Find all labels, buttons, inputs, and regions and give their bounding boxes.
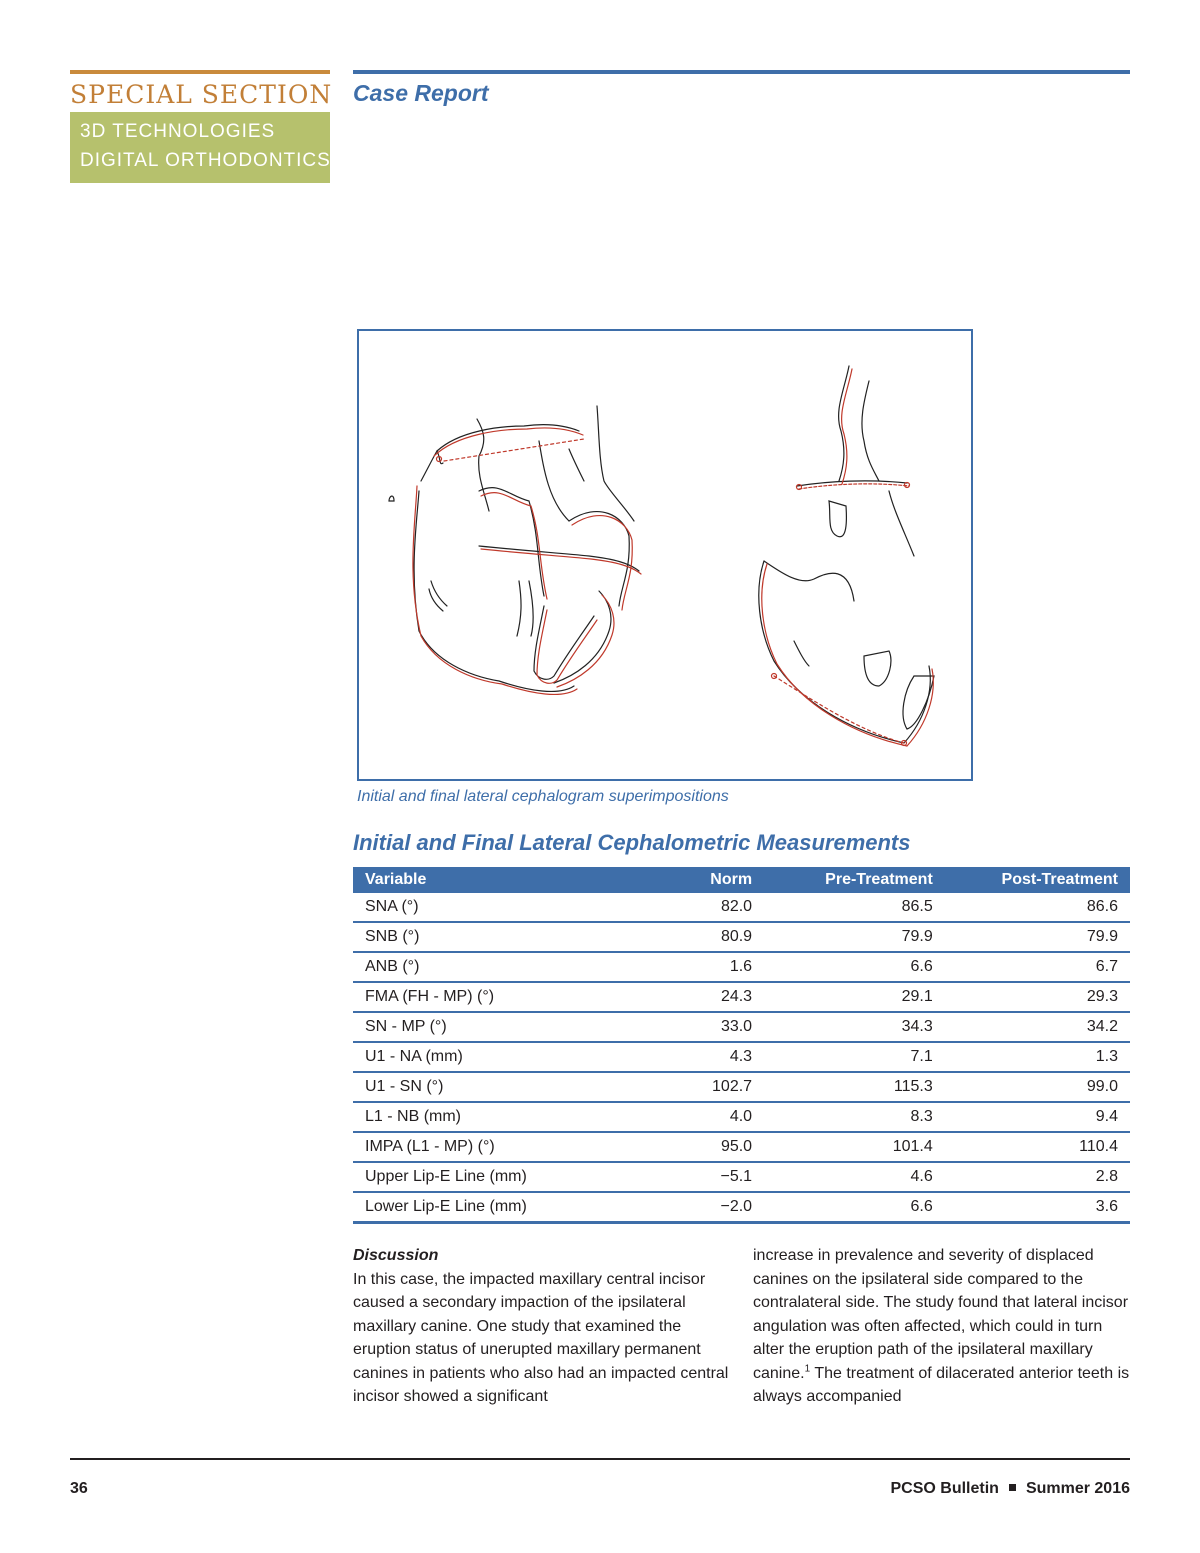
table-row bbox=[353, 1012, 1130, 1042]
table-cell: 82.0 bbox=[636, 893, 764, 922]
page-number: 36 bbox=[70, 1480, 88, 1497]
table-cell: U1 - SN (°) bbox=[353, 1072, 636, 1102]
table-cell: 2.8 bbox=[945, 1162, 1130, 1192]
table-row bbox=[353, 1192, 1130, 1223]
table-cell: 1.6 bbox=[636, 952, 764, 982]
table-cell: SNA (°) bbox=[353, 893, 636, 922]
discussion-column-2 bbox=[753, 1244, 1133, 1409]
table-cell: 8.3 bbox=[764, 1102, 945, 1132]
figure-caption: Initial and final lateral cephalogram superimpositions bbox=[357, 788, 729, 805]
table-cell: 34.2 bbox=[945, 1012, 1130, 1042]
footer-publication bbox=[890, 1480, 1130, 1498]
table-cell: 3.6 bbox=[945, 1192, 1130, 1223]
discussion-paragraph-continued bbox=[753, 1244, 1133, 1409]
cephalogram-figure bbox=[357, 329, 973, 781]
publication-name: PCSO Bulletin bbox=[890, 1480, 999, 1497]
table-cell: 4.0 bbox=[636, 1102, 764, 1132]
table-cell: Lower Lip-E Line (mm) bbox=[353, 1192, 636, 1223]
table-cell: ANB (°) bbox=[353, 952, 636, 982]
table-cell: SN - MP (°) bbox=[353, 1012, 636, 1042]
header-rule bbox=[353, 70, 1130, 74]
table-row bbox=[353, 982, 1130, 1012]
table-cell: L1 - NB (mm) bbox=[353, 1102, 636, 1132]
column-header: Pre-Treatment bbox=[764, 867, 945, 893]
page-title: Case Report bbox=[353, 80, 489, 106]
column-header: Norm bbox=[636, 867, 764, 893]
table-cell: 6.6 bbox=[764, 1192, 945, 1223]
discussion-paragraph: In this case, the impacted maxillary central incisor caused a secondary impaction of the ipsilateral maxillary canine. One study that examined the eruption status of unerupted maxillary permanent canines in patients who also had an impacted central incisor showed a significant bbox=[353, 1270, 729, 1405]
table-cell: 6.7 bbox=[945, 952, 1130, 982]
column-header: Variable bbox=[353, 867, 636, 893]
separator-square-icon bbox=[1009, 1484, 1016, 1491]
cephalogram-tracing bbox=[359, 331, 971, 779]
table-title: Initial and Final Lateral Cephalometric Measurements bbox=[353, 830, 911, 855]
table-cell: 101.4 bbox=[764, 1132, 945, 1162]
table-cell: SNB (°) bbox=[353, 922, 636, 952]
table-cell: 29.3 bbox=[945, 982, 1130, 1012]
table-cell: 102.7 bbox=[636, 1072, 764, 1102]
table-row bbox=[353, 922, 1130, 952]
table-row bbox=[353, 1102, 1130, 1132]
table-row bbox=[353, 952, 1130, 982]
section-label: SPECIAL SECTION bbox=[70, 80, 333, 109]
table-cell: 86.5 bbox=[764, 893, 945, 922]
table-row bbox=[353, 1162, 1130, 1192]
footer-rule bbox=[70, 1458, 1130, 1460]
table-cell: IMPA (L1 - MP) (°) bbox=[353, 1132, 636, 1162]
table-cell: −2.0 bbox=[636, 1192, 764, 1223]
table-cell: 4.6 bbox=[764, 1162, 945, 1192]
table-row bbox=[353, 1132, 1130, 1162]
publication-issue: Summer 2016 bbox=[1025, 1480, 1130, 1497]
table-cell: 80.9 bbox=[636, 922, 764, 952]
table-cell: 24.3 bbox=[636, 982, 764, 1012]
measurements-table bbox=[353, 867, 1130, 1224]
table-cell: 95.0 bbox=[636, 1132, 764, 1162]
table-cell: 115.3 bbox=[764, 1072, 945, 1102]
table-cell: 110.4 bbox=[945, 1132, 1130, 1162]
table-cell: 79.9 bbox=[764, 922, 945, 952]
discussion-heading: Discussion bbox=[353, 1247, 439, 1264]
initial-tracing-full bbox=[389, 406, 639, 691]
section-rule bbox=[70, 70, 330, 74]
table-header-row bbox=[353, 867, 1130, 893]
discussion-column-1 bbox=[353, 1244, 733, 1409]
column-header: Post-Treatment bbox=[945, 867, 1130, 893]
reference-marker: 1 bbox=[804, 1363, 811, 1375]
discussion-text-b: The treatment of dilacerated anterior teeth is always accompanied bbox=[753, 1364, 1130, 1405]
table-cell: 7.1 bbox=[764, 1042, 945, 1072]
initial-tracing-regional bbox=[759, 366, 934, 743]
table-cell: 99.0 bbox=[945, 1072, 1130, 1102]
table-cell: 6.6 bbox=[764, 952, 945, 982]
table-cell: 34.3 bbox=[764, 1012, 945, 1042]
section-topic-line1: 3D TECHNOLOGIES bbox=[80, 121, 276, 142]
table-cell: 29.1 bbox=[764, 982, 945, 1012]
table-cell: 86.6 bbox=[945, 893, 1130, 922]
table-cell: −5.1 bbox=[636, 1162, 764, 1192]
table-row bbox=[353, 893, 1130, 922]
table-row bbox=[353, 1042, 1130, 1072]
table-row bbox=[353, 1072, 1130, 1102]
table-cell: 4.3 bbox=[636, 1042, 764, 1072]
section-topic-line2: DIGITAL ORTHODONTICS bbox=[80, 150, 331, 171]
discussion-text-a: increase in prevalence and severity of displaced canines on the ipsilateral side compared to the contralateral side. The study found that lateral incisor angulation was often affected, which could in turn alter the eruption path of the ipsilateral maxillary canine. bbox=[753, 1247, 1129, 1382]
final-tracing-full bbox=[413, 428, 641, 695]
table-cell: Upper Lip-E Line (mm) bbox=[353, 1162, 636, 1192]
table-cell: 9.4 bbox=[945, 1102, 1130, 1132]
table-cell: 33.0 bbox=[636, 1012, 764, 1042]
table-cell: U1 - NA (mm) bbox=[353, 1042, 636, 1072]
table-cell: 79.9 bbox=[945, 922, 1130, 952]
table-cell: FMA (FH - MP) (°) bbox=[353, 982, 636, 1012]
section-topic-box bbox=[70, 112, 330, 183]
table-cell: 1.3 bbox=[945, 1042, 1130, 1072]
